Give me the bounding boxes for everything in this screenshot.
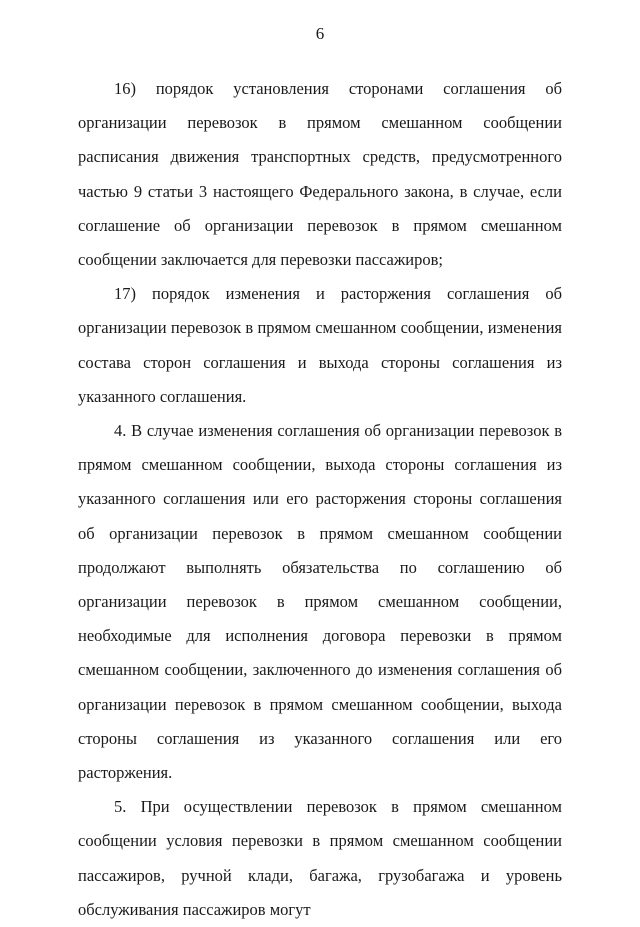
paragraph-item-16: 16) порядок установления сторонами соглашения об организации перевозок в прямом смешанном сообщении расписания движения транспортных средств, предусмотренного частью 9 статьи 3 настоящего Федерального закона, в случае, если соглашение об организации перевозок в прямом смешанном сообщении заключается для перевозки пассажиров; (78, 79, 562, 270)
document-body (78, 72, 562, 927)
page-number: 6 (315, 24, 325, 43)
paragraph-section-5: 5. При осуществлении перевозок в прямом смешанном сообщении условия перевозки в прямом смешанном сообщении пассажиров, ручной клади, багажа, грузобагажа и уровень обслуживания пассажиров могут (78, 797, 562, 919)
paragraph-item-17: 17) порядок изменения и расторжения соглашения об организации перевозок в прямом смешанном сообщении, изменения состава сторон соглашения и выхода стороны соглашения из указанного соглашения. (78, 284, 562, 406)
paragraph-section-4: 4. В случае изменения соглашения об организации перевозок в прямом смешанном сообщении, выхода стороны соглашения из указанного соглашения или его расторжения стороны соглашения об организации перевозок в прямом смешанном сообщении продолжают выполнять обязательства по соглашению об организации перевозок в прямом смешанном сообщении, необходимые для исполнения договора перевозки в прямом смешанном сообщении, заключенного до изменения соглашения об организации перевозок в прямом смешанном сообщении, выхода стороны соглашения из указанного соглашения или его расторжения. (78, 421, 562, 783)
